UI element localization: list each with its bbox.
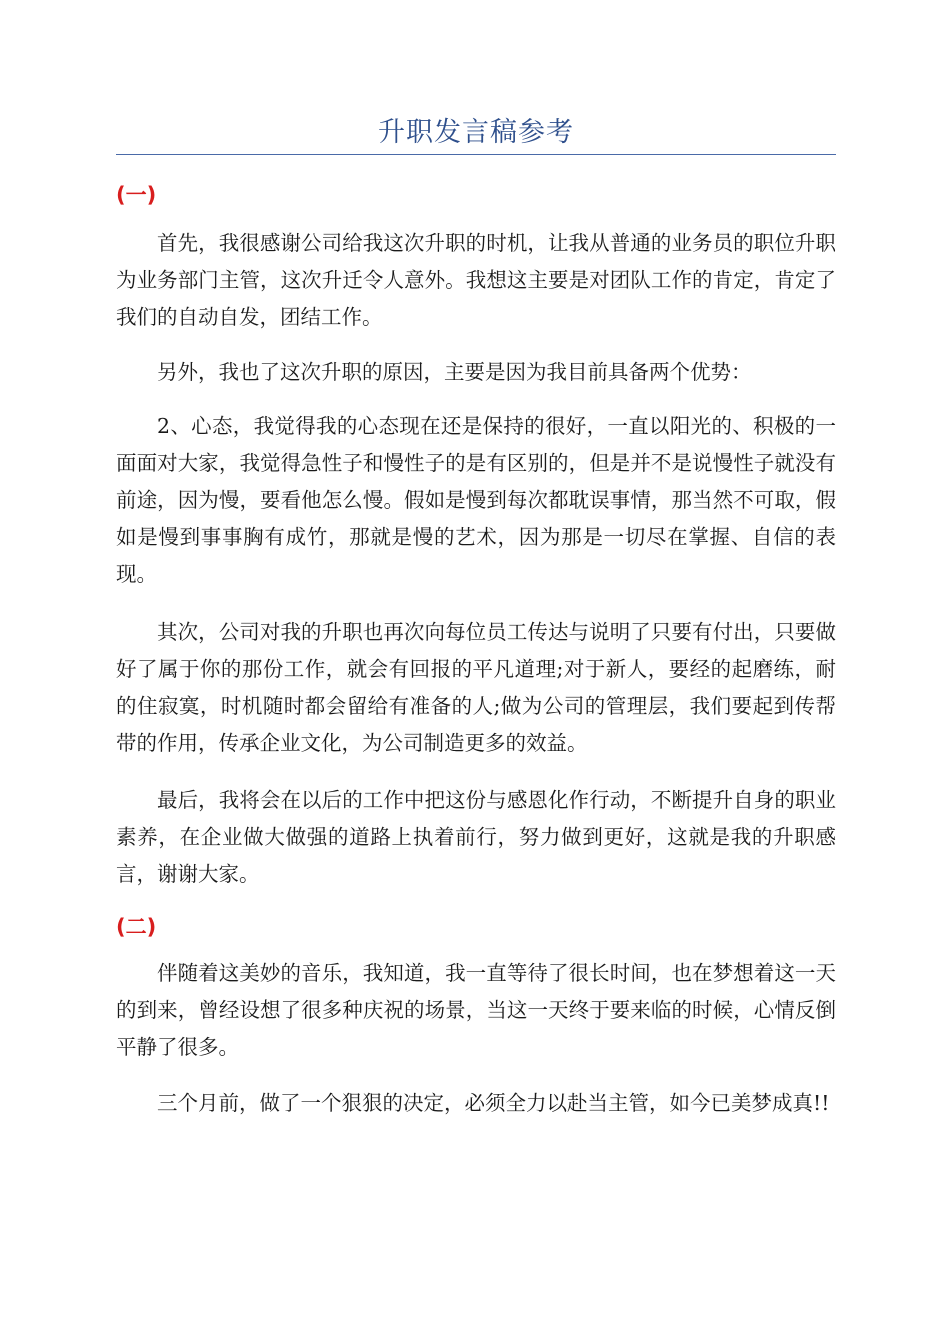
section-heading-1: (一) (116, 183, 157, 207)
paragraph: 首先，我很感谢公司给我这次升职的时机，让我从普通的业务员的职位升职为业务部门主管，这次升迁令人意外。我想这主要是对团队工作的肯定，肯定了我们的自动自发，团结工作。 (116, 231, 836, 329)
document-title: 升职发言稿参考 (378, 117, 574, 148)
paragraph: 伴随着这美妙的音乐，我知道，我一直等待了很长时间，也在梦想着这一天的到来，曾经设想了很多种庆祝的场景，当这一天终于要来临的时候，心情反倒平静了很多。 (116, 961, 836, 1059)
paragraph: 其次，公司对我的升职也再次向每位员工传达与说明了只要有付出，只要做好了属于你的那份工作，就会有回报的平凡道理;对于新人，要经的起磨练，耐的住寂寞，时机随时都会留给有准备的人;做为公司的管理层，我们要起到传帮带的作用，传承企业文化，为公司制造更多的效益。 (116, 620, 836, 755)
paragraph: 三个月前，做了一个狠狠的决定，必须全力以赴当主管，如今已美梦成真!! (157, 1091, 830, 1115)
paragraph: 另外，我也了这次升职的原因，主要是因为我目前具备两个优势： (157, 360, 752, 384)
paragraph: 最后，我将会在以后的工作中把这份与感恩化作行动，不断提升自身的职业素养，在企业做大做强的道路上执着前行，努力做到更好，这就是我的升职感言，谢谢大家。 (116, 788, 836, 886)
title-divider (116, 154, 836, 155)
section-heading-2: (二) (116, 915, 157, 939)
paragraph: 2、心态，我觉得我的心态现在还是保持的很好，一直以阳光的、积极的一面面对大家，我觉得急性子和慢性子的是有区别的，但是并不是说慢性子就没有前途，因为慢，要看他怎么慢。假如是慢到每次都耽误事情，那当然不可取，假如是慢到事事胸有成竹，那就是慢的艺术，因为那是一切尽在掌握、自信的表现。 (116, 414, 836, 586)
